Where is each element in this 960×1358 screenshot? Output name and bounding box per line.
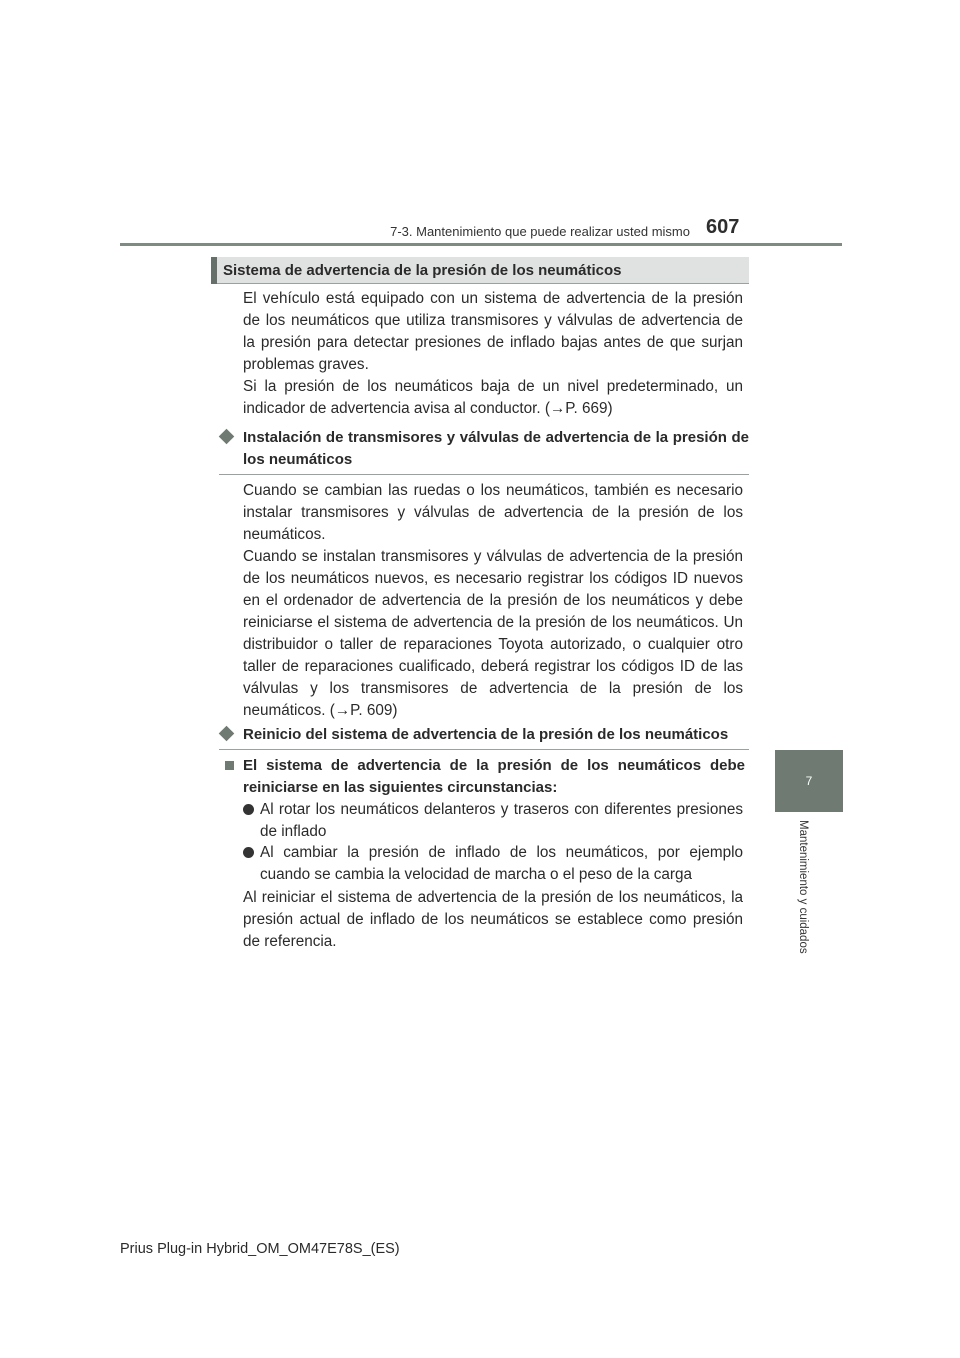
intro-paragraph: El vehículo está equipado con un sistema de advertencia de la presión de los neumáticos que utiliza transmisores y válvulas de advertencia de la presión para detectar presiones de inflado bajas antes de que surjan problemas graves. <box>243 290 743 373</box>
section-header-bar <box>211 257 217 284</box>
subsection-heading <box>219 427 749 475</box>
condition-heading-text: El sistema de advertencia de la presión de los neumáticos debe reiniciarse en las siguientes circunstancias: <box>243 757 745 796</box>
square-bullet-icon <box>225 761 234 770</box>
chapter-tab <box>775 750 843 812</box>
subsection-title: Instalación de transmisores y válvulas de advertencia de la presión de los neumáticos <box>243 429 749 468</box>
closing-paragraph: Al reiniciar el sistema de advertencia de la presión de los neumáticos, la presión actual de inflado de los neumáticos se establece como presión de referencia. <box>243 889 743 950</box>
subsection-title: Reinicio del sistema de advertencia de la presión de los neumáticos <box>243 726 729 743</box>
list-item <box>243 799 743 843</box>
subsection-heading <box>219 724 749 750</box>
header-rule <box>120 243 842 246</box>
list-item-text: Al cambiar la presión de inflado de los neumáticos, por ejemplo cuando se cambia la velocidad de marcha o el peso de la carga <box>260 844 743 883</box>
round-bullet-icon <box>243 804 254 815</box>
chapter-title: Mantenimiento y cuidados <box>797 820 809 954</box>
footer-manual-id: Prius Plug-in Hybrid_OM_OM47E78S_(ES) <box>120 1241 400 1257</box>
condition-heading <box>225 755 745 799</box>
intro-paragraph: Si la presión de los neumáticos baja de un nivel predeterminado, un indicador de advertencia avisa al conductor. (→P. 669) <box>243 378 743 417</box>
header-section-title: 7-3. Mantenimiento que puede realizar usted mismo <box>390 224 690 239</box>
list-item-text: Al rotar los neumáticos delanteros y traseros con diferentes presiones de inflado <box>260 801 743 840</box>
page-number: 607 <box>706 216 740 238</box>
section-title: Sistema de advertencia de la presión de los neumáticos <box>223 262 622 279</box>
round-bullet-icon <box>243 847 254 858</box>
section-header-underline <box>217 283 749 284</box>
diamond-bullet-icon <box>219 429 235 445</box>
body-paragraph: Cuando se instalan transmisores y válvulas de advertencia de la presión de los neumáticos nuevos, es necesario registrar los códigos ID nuevos en el ordenador de advertencia de la presión de los neumáticos y debe reiniciarse el sistema de advertencia de la presión de los neumáticos. Un distribuidor o taller de reparaciones Toyota autorizado, o cualquier otro taller de reparaciones cualificado, deberá registrar los códigos ID de las válvulas y los transmisores de advertencia de la presión de los neumáticos. (→P. 609) <box>243 548 743 719</box>
diamond-bullet-icon <box>219 726 235 742</box>
chapter-number: 7 <box>805 774 813 788</box>
section-header <box>211 257 749 284</box>
list-item <box>243 842 743 886</box>
body-paragraph: Cuando se cambian las ruedas o los neumáticos, también es necesario instalar transmisores y válvulas de advertencia de la presión de los neumáticos. <box>243 482 743 543</box>
